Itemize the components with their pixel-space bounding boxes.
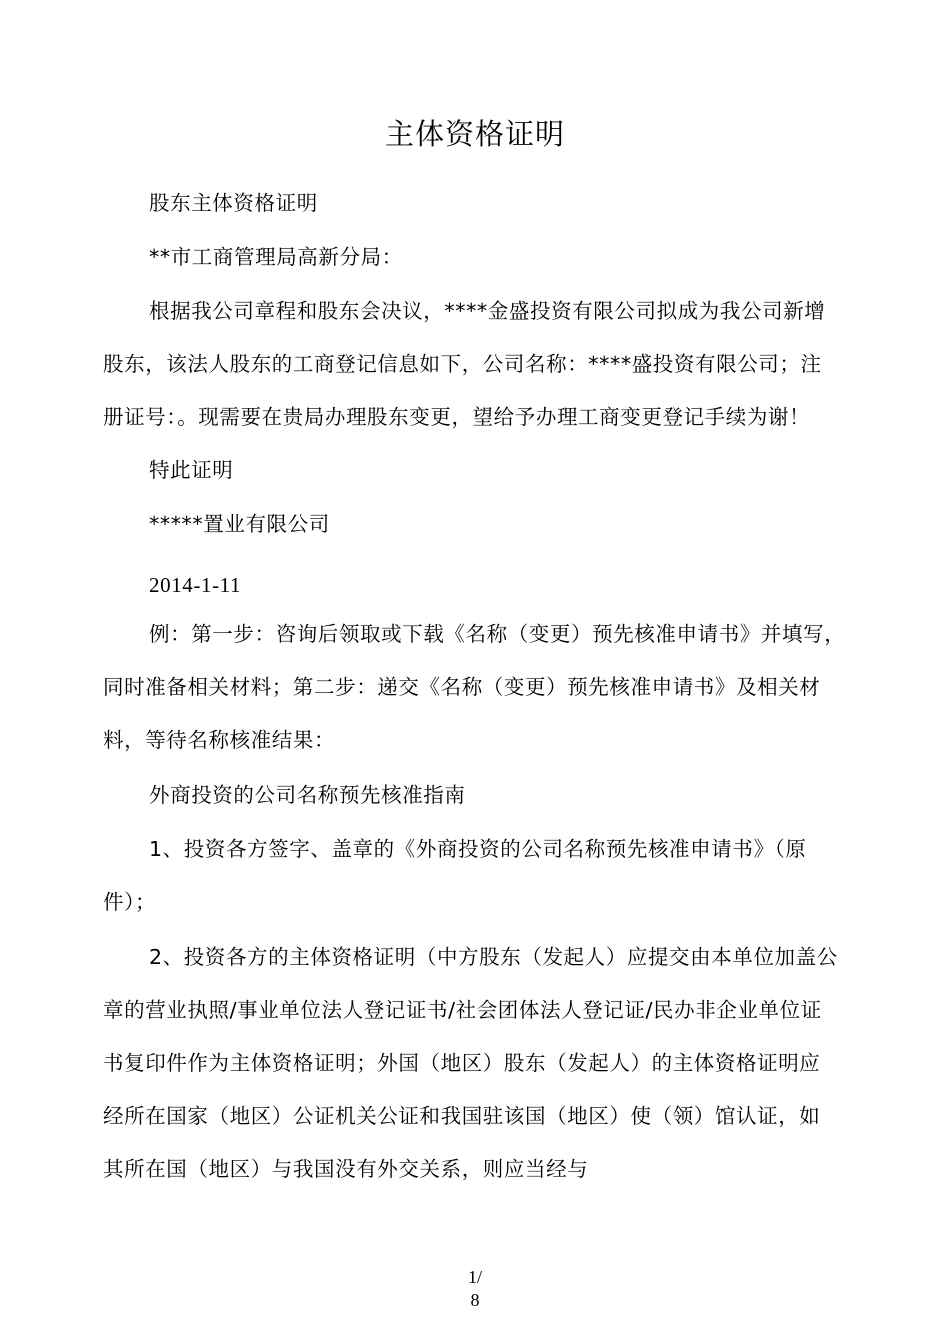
item2-line: 经所在国家（地区）公证机关公证和我国驻该国（地区）使（领）馆认证，如 [103, 1104, 821, 1128]
example-line: 料，等待名称核准结果： [103, 728, 336, 752]
signature: *****置业有限公司 [149, 512, 330, 536]
date: 2014-1-11 [149, 573, 242, 597]
item1-line: 件）； [103, 890, 157, 914]
example-line: 例：第一步：咨询后领取或下载《名称（变更）预先核准申请书》并填写， [149, 622, 846, 646]
item2-line: 其所在国（地区）与我国没有外交关系，则应当经与 [103, 1157, 589, 1181]
body-line: 根据我公司章程和股东会决议，****金盛投资有限公司拟成为我公司新增 [149, 299, 826, 323]
guide-title-paragraph [103, 769, 853, 822]
guide-title: 外商投资的公司名称预先核准指南 [149, 783, 466, 807]
subtitle-paragraph [103, 177, 853, 230]
closing-paragraph [103, 444, 853, 497]
page-number [0, 1266, 950, 1312]
recipient: **市工商管理局高新分局： [149, 245, 403, 269]
body-line: 册证号：。现需要在贵局办理股东变更，望给予办理工商变更登记手续为谢！ [103, 405, 811, 429]
page-number-line-1: 1/ [467, 1267, 482, 1287]
closing: 特此证明 [149, 458, 234, 482]
subtitle: 股东主体资格证明 [149, 191, 318, 215]
body-line: 股东，该法人股东的工商登记信息如下，公司名称：****盛投资有限公司；注 [103, 352, 822, 376]
item1-paragraph [103, 823, 863, 929]
example-paragraph [103, 608, 863, 767]
document-title: 主体资格证明 [384, 117, 565, 151]
signature-paragraph [103, 498, 853, 551]
item2-line: 书复印件作为主体资格证明；外国（地区）股东（发起人）的主体资格证明应 [103, 1051, 821, 1075]
item2-paragraph [103, 931, 863, 1196]
page-number-line-2: 8 [470, 1290, 480, 1310]
date-paragraph [103, 559, 853, 612]
item2-line: 2、投资各方的主体资格证明（中方股东（发起人）应提交由本单位加盖公 [149, 945, 838, 969]
recipient-paragraph [103, 231, 853, 284]
item1-line: 1、投资各方签字、盖章的《外商投资的公司名称预先核准申请书》（原 [149, 837, 807, 861]
item2-line: 章的营业执照/事业单位法人登记证书/社会团体法人登记证/民办非企业单位证 [103, 998, 822, 1022]
body-paragraph [103, 285, 863, 444]
example-line: 同时准备相关材料；第二步：递交《名称（变更）预先核准申请书》及相关材 [103, 675, 821, 699]
